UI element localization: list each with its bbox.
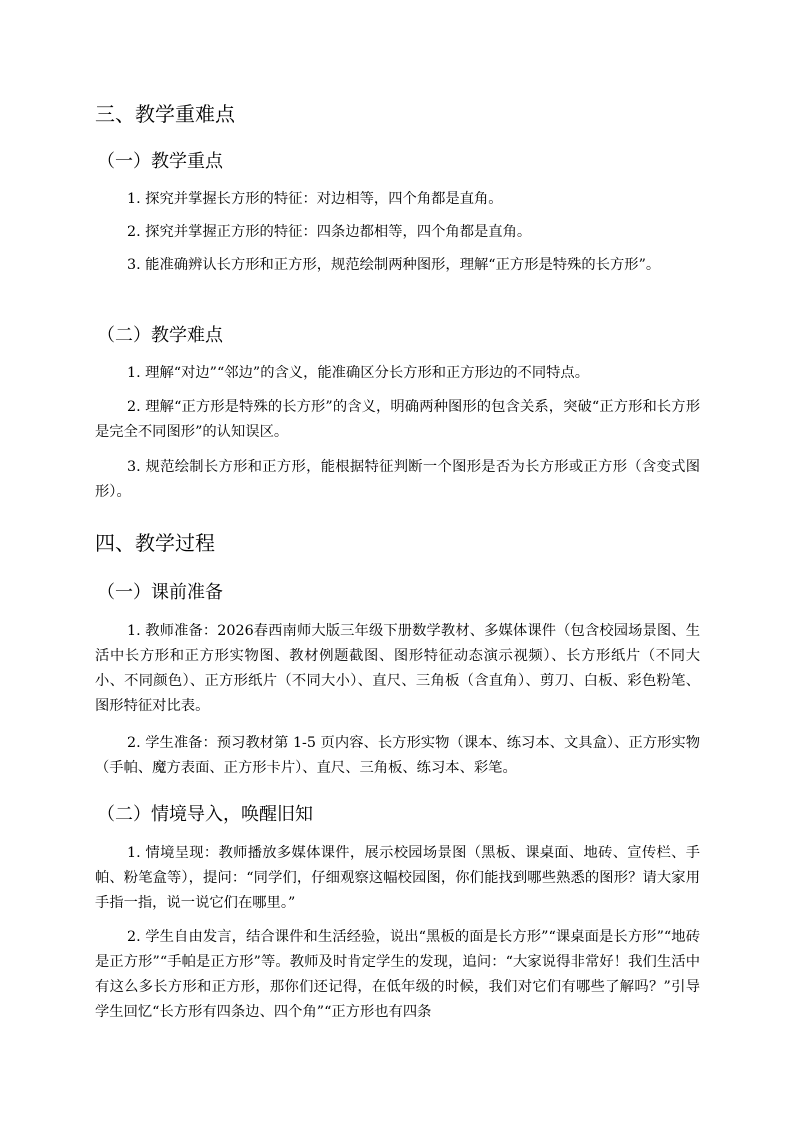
paragraph: 2. 学生自由发言，结合课件和生活经验，说出“黑板的面是长方形”“课桌面是长方形”“地砖是正方形”“手帕是正方形”等。教师及时肯定学生的发现，追问：“大家说得非常好！我们生活中有这么多长方形和正方形，那你们还记得，在低年级的时候，我们对它们有哪些了解吗？”引导学生回忆“长方形有四条边、四个角”“正方形也有四条 <box>95 929 700 1020</box>
paragraph: 3. 规范绘制长方形和正方形，能根据特征判断一个图形是否为长方形或正方形（含变式图形）。 <box>95 459 700 500</box>
subheading-teaching-focus: （一）教学重点 <box>97 151 223 172</box>
paragraph: 1. 探究并掌握长方形的特征：对边相等，四个角都是直角。 <box>127 191 503 207</box>
subheading-situation-introduction: （二）情境导入，唤醒旧知 <box>97 804 313 825</box>
paragraph: 1. 理解“对边”“邻边”的含义，能准确区分长方形和正方形边的不同特点。 <box>127 365 590 381</box>
subheading-preparation: （一）课前准备 <box>97 582 223 603</box>
subheading-teaching-difficulties: （二）教学难点 <box>97 325 223 346</box>
paragraph: 1. 情境呈现：教师播放多媒体课件，展示校园场景图（黑板、课桌面、地砖、宣传栏、手帕、粉笔盒等），提问：“同学们，仔细观察这幅校园图，你们能找到哪些熟悉的图形？请大家用手指一指，说一说它们在哪里。” <box>95 845 700 911</box>
paragraph: 3. 能准确辨认长方形和正方形，规范绘制两种图形，理解“正方形是特殊的长方形”。 <box>127 257 661 273</box>
paragraph: 2. 学生准备：预习教材第 1-5 页内容、长方形实物（课本、练习本、文具盒）、正方形实物（手帕、魔方表面、正方形卡片）、直尺、三角板、练习本、彩笔。 <box>95 735 700 776</box>
section-heading-teaching-process: 四、教学过程 <box>95 531 215 555</box>
section-heading-teaching-key-points: 三、教学重难点 <box>95 102 235 126</box>
paragraph: 2. 理解“正方形是特殊的长方形”的含义，明确两种图形的包含关系，突破“正方形和长方形是完全不同图形”的认知误区。 <box>95 399 700 440</box>
paragraph: 1. 教师准备：2026春西南师大版三年级下册数学教材、多媒体课件（包含校园场景图、生活中长方形和正方形实物图、教材例题截图、图形特征动态演示视频）、长方形纸片（不同大小、不同颜色）、正方形纸片（不同大小）、直尺、三角板（含直角）、剪刀、白板、彩色粉笔、图形特征对比表。 <box>95 623 700 714</box>
paragraph: 2. 探究并掌握正方形的特征：四条边都相等，四个角都是直角。 <box>127 224 532 240</box>
